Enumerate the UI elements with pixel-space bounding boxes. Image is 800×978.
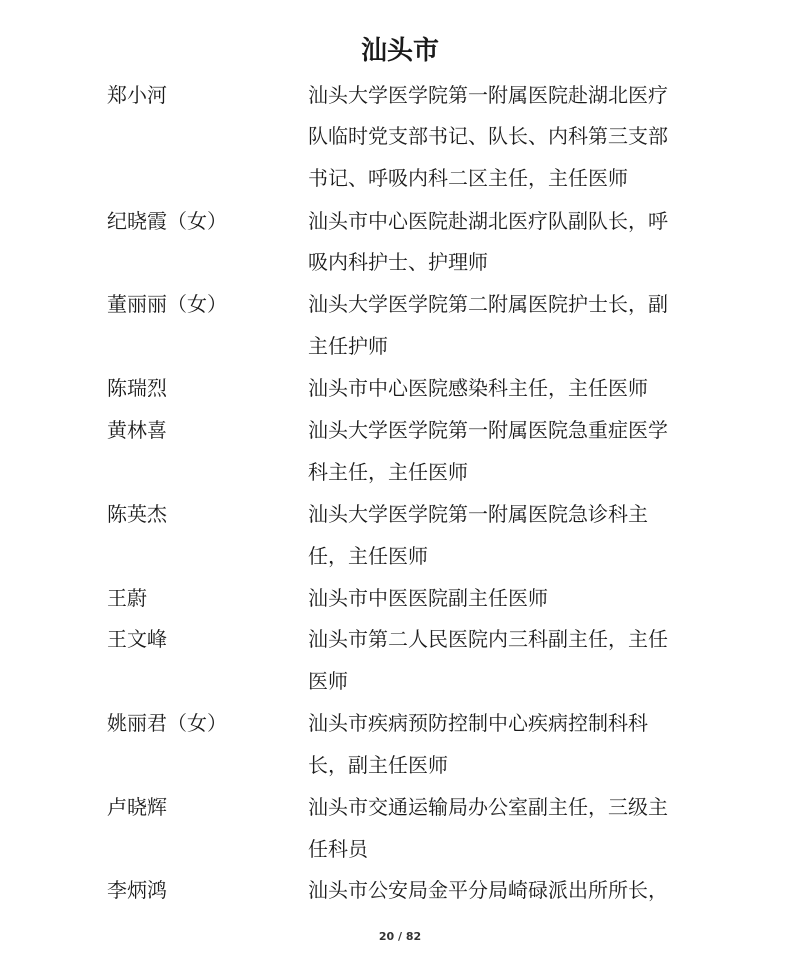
entry-role-line: 汕头市第二人民医院内三科副主任，主任 xyxy=(308,627,668,651)
entry-name: 卢晓辉 xyxy=(107,795,167,819)
entry-role-line: 汕头大学医学院第一附属医院急诊科主 xyxy=(308,502,648,526)
entry-role-line: 汕头大学医学院第二附属医院护士长，副 xyxy=(308,292,668,316)
entry-role-line: 医师 xyxy=(308,669,348,693)
entry-name: 王文峰 xyxy=(107,627,167,651)
entry-role-line: 任科员 xyxy=(308,837,368,861)
entry-role-line: 队临时党支部书记、队长、内科第三支部 xyxy=(308,124,668,148)
entry-name: 王蔚 xyxy=(107,586,147,610)
entry-role-line: 汕头市中心医院感染科主任，主任医师 xyxy=(308,376,648,400)
entry-role-line: 汕头市中医医院副主任医师 xyxy=(308,586,548,610)
entry-role-line: 主任护师 xyxy=(308,334,388,358)
entry-name: 李炳鸿 xyxy=(107,878,167,902)
page-number: 20 / 82 xyxy=(378,930,422,943)
entry-role-line: 汕头大学医学院第一附属医院急重症医学 xyxy=(308,418,668,442)
entry-name: 董丽丽（女） xyxy=(107,292,227,316)
entry-role-line: 汕头市中心医院赴湖北医疗队副队长，呼 xyxy=(308,209,668,233)
entry-role-line: 书记、呼吸内科二区主任，主任医师 xyxy=(308,166,628,190)
entry-name: 姚丽君（女） xyxy=(107,711,227,735)
entry-name: 陈英杰 xyxy=(107,502,167,526)
entry-name: 黄林喜 xyxy=(107,418,167,442)
entry-role-line: 汕头市交通运输局办公室副主任，三级主 xyxy=(308,795,668,819)
entry-role-line: 长，副主任医师 xyxy=(308,753,448,777)
entry-role-line: 汕头大学医学院第一附属医院赴湖北医疗 xyxy=(308,83,668,107)
page-title: 汕头市 xyxy=(360,36,439,66)
entry-name: 陈瑞烈 xyxy=(107,376,167,400)
entry-role-line: 吸内科护士、护理师 xyxy=(308,250,488,274)
entry-name: 郑小河 xyxy=(107,83,167,107)
entry-role-line: 科主任，主任医师 xyxy=(308,460,468,484)
entry-role-line: 汕头市疾病预防控制中心疾病控制科科 xyxy=(308,711,648,735)
entry-role-line: 任，主任医师 xyxy=(308,544,428,568)
entry-name: 纪晓霞（女） xyxy=(107,209,227,233)
entry-role-line: 汕头市公安局金平分局崎碌派出所所长， xyxy=(308,878,668,902)
